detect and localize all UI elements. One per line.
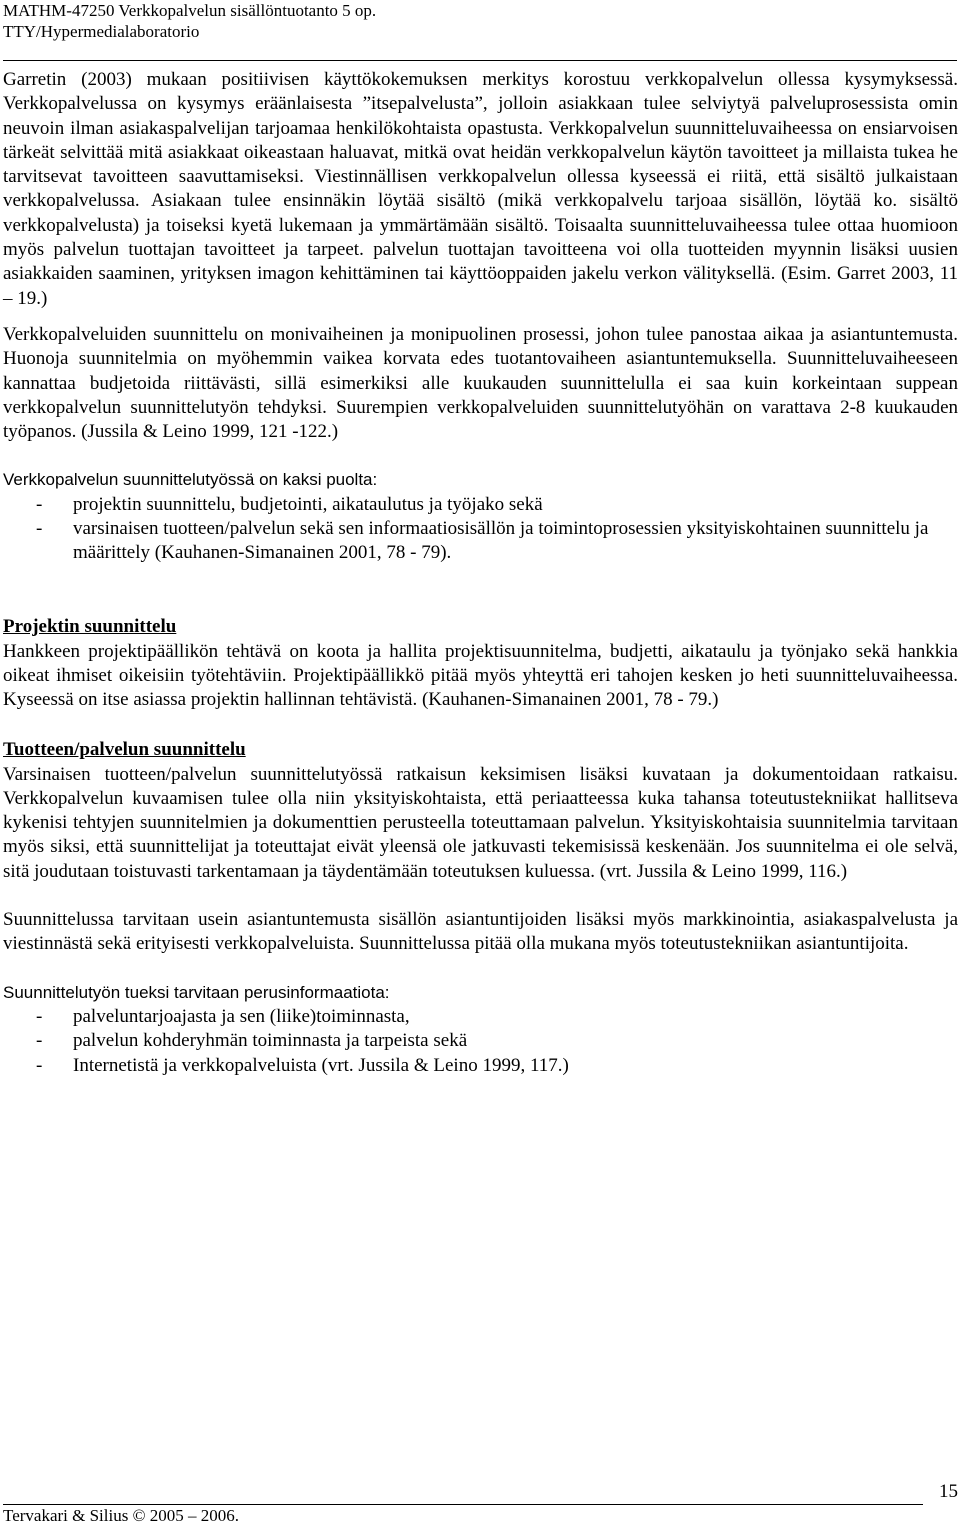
- paragraph-garret: Garretin (2003) mukaan positiivisen käyttökokemuksen merkitys korostuu verkkopalvelun ollessa kysymyksessä. Verkkopalvelussa on kysymys eräänlaisesta ”itsepalvelusta”, jolloin asiakkaan tulee selviytyä palveluprosessista omin neuvoin ilman asiakaspalvelijan tarjoamaa henkilökohtaista opastusta. Verkkopalvelun suunnitteluvaiheessa on ensiarvoisen tärkeät selvittää mitä asiakkaat oikeastaan haluavat, mitkä ovat heidän verkkopalvelun käytön tavoitteet ja millaista tukea he tarvitsevat tavoitteen saavuttamiseksi. Viestinnällisen verkkopalvelun ollessa kyseessä ei riitä, että sisältö julkaistaan verkkopalvelussa. Asiakaan tulee ensinnäkin löytää sisältö (mikä verkkopalvelu tarjoaa sisällön, löytää ko. sisältö verkkopalvelusta) ja toiseksi kyetä lukemaan ja ymmärtämään sisältö. Toisaalta suunnitteluvaiheessa tulee ottaa huomioon myös palvelun tuottajan tavoitteet ja tarpeet. palvelun tuottajan tavoitteena voi olla tuotteiden myynnin lisäksi uusien asiakkaiden saaminen, yrityksen imagon kehittäminen tai käyttöoppaiden jakelu verkon välityksellä. (Esim. Garret 2003, 11 – 19.): [3, 69, 958, 309]
- footer-authors: Tervakari & Silius © 2005 – 2006.: [3, 1506, 240, 1525]
- list-item: - palveluntarjoajasta ja sen (liike)toiminnasta,: [36, 1005, 410, 1027]
- paragraph-suunnittelu: Verkkopalveluiden suunnittelu on monivaiheinen ja monipuolinen prosessi, johon tulee panostaa aikaa ja asiantuntemusta. Huonoja suunnitelmia on myöhemmin vaikea korvata edes tuotantovaiheen asiantuntemuksella. Suunnitteluvaiheeseen kannattaa budjetoida riittävästi, sillä esimerkiksi alle kuukauden suunnittelulla ei saa kuin korkeintaan suppean verkkopalvelun suunnittelutyön tehdyksi. Suurempien verkkopalveluiden suunnittelutyöhän on varattava 2-8 kuukauden työpanos. (Jussila & Leino 1999, 121 -122.): [3, 323, 958, 443]
- course-title: MATHM-47250 Verkkopalvelun sisällöntuotanto 5 op.: [3, 1, 377, 20]
- list-item: - palvelun kohderyhmän toiminnasta ja tarpeista sekä: [36, 1030, 468, 1052]
- list1-intro: Verkkopalvelun suunnittelutyössä on kaksi puolta:: [3, 470, 378, 490]
- section-heading-tuote: Tuotteen/palvelun suunnittelu: [3, 738, 246, 760]
- document-body: [3, 68, 958, 1078]
- paragraph-projekti: Hankkeen projektipäällikön tehtävä on koota ja hallita projektisuunnitelma, budjetti, aikataulu ja työnjako sekä hankkia oikeat ihmiset oikeisiin työtehtäviin. Projektipäällikkö pitää myös yhteyttä eri tahojen kesken jo heti suunnitteluvaiheessa. Kyseessä on itse asiassa projektin hallinnan tehtävistä. (Kauhanen-Simanainen 2001, 78 - 79.): [3, 640, 958, 711]
- list-item: - varsinaisen tuotteen/palvelun sekä sen informaatiosisällön ja toimintoprosessien yksityiskohtainen suunnittelu ja määrittely (Kauhanen-Simanainen 2001, 78 - 79).: [36, 518, 929, 564]
- list2-intro: Suunnittelutyön tueksi tarvitaan perusinformaatiota:: [3, 982, 390, 1002]
- list-item: - Internetistä ja verkkopalveluista (vrt. Jussila & Leino 1999, 117.): [36, 1054, 569, 1076]
- department-name: TTY/Hypermedialaboratorio: [3, 22, 200, 41]
- footer-divider: [3, 1504, 923, 1505]
- section-heading-projekti: Projektin suunnittelu: [3, 615, 177, 637]
- page-footer: [3, 1481, 958, 1530]
- header-divider: [3, 60, 957, 61]
- paragraph-asiantuntemus: Suunnittelussa tarvitaan usein asiantuntemusta sisällön asiantuntijoiden lisäksi myös markkinointia, asiakaspalvelusta ja viestinnästä sekä erityisesti verkkopalveluista. Suunnittelussa pitää olla mukana myös toteutustekniikan asiantuntijoita.: [3, 909, 958, 955]
- paragraph-tuote: Varsinaisen tuotteen/palvelun suunnittelutyössä ratkaisun keksimisen lisäksi kuvataan ja dokumentoidaan ratkaisu. Verkkopalvelun kuvaamisen tulee olla niin yksityiskohtaista, että periaatteessa kuka tahansa toteutustekniikat hallitseva kykenisi tehtyjen suunnitelmien ja dokumenttien perusteella toteuttamaan palvelun. Yksityiskohtaisia suunnitelmia tarvitaan myös siksi, että suunnittelijat ja toteuttajat eivät yleensä ole jatkuvasti tekemisissä keskenään. Jos suunnitelma ei ole selvä, sitä joudutaan toistuvasti tarkentamaan ja täydentämään toteutuksen kuluessa. (vrt. Jussila & Leino 1999, 116.): [3, 763, 958, 882]
- page-header: [3, 0, 957, 42]
- page-number: 15: [939, 1481, 958, 1502]
- list-perusinformaatio: [3, 1005, 958, 1078]
- list-item: - projektin suunnittelu, budjetointi, aikataulutus ja työjako sekä: [36, 493, 543, 515]
- list-suunnittelu-puolet: [3, 493, 958, 566]
